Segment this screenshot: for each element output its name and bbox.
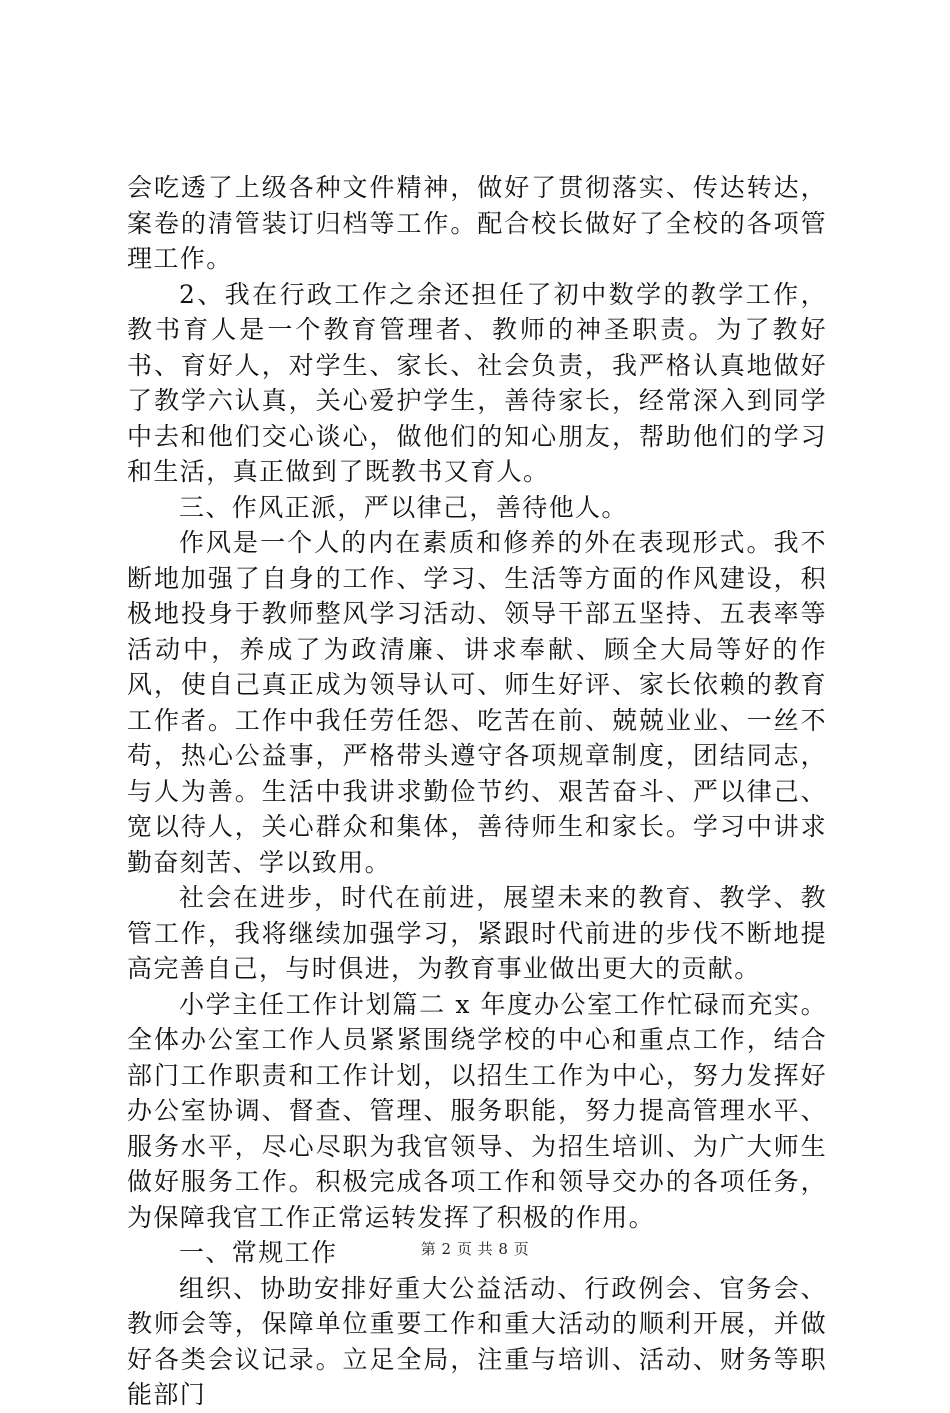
paragraph-teaching-work: 2、我在行政工作之余还担任了初中数学的教学工作，教书育人是一个教育管理者、教师的神圣职责。为了教好书、育好人，对学生、家长、社会负责，我严格认真地做好了教学六认真，关心爱护学生，善待家长，经常深入到同学中去和他们交心谈心，做他们的知心朋友，帮助他们的学习和生活，真正做到了既教书又育人。 (127, 279, 827, 486)
section-heading-routine-work: 一、常规工作 (179, 1238, 338, 1267)
paragraph-work-style: 作风是一个人的内在素质和修养的外在表现形式。我不断地加强了自身的工作、学习、生活等方面的作风建设，积极地投身于教师整风学习活动、领导干部五坚持、五表率等活动中，养成了为政清廉、讲求奉献、顾全大局等好的作风，使自己真正成为领导认可、师生好评、家长依赖的教育工作者。工作中我任劳任怨、吃苦在前、兢兢业业、一丝不苟，热心公益事，严格带头遵守各项规章制度，团结同志，与人为善。生活中我讲求勤俭节约、艰苦奋斗、严以律己、宽以待人，关心群众和集体，善待师生和家长。学习中讲求勤奋刻苦、学以致用。 (127, 528, 827, 877)
paragraph-outlook: 社会在进步，时代在前进，展望未来的教育、教学、教管工作，我将继续加强学习，紧跟时代前进的步伐不断地提高完善自己，与时俱进，为教育事业做出更大的贡献。 (127, 883, 827, 983)
document-body (127, 170, 827, 1413)
paragraph-continuation: 会吃透了上级各种文件精神，做好了贯彻落实、传达转达，案卷的清管装订归档等工作。配合校长做好了全校的各项管理工作。 (127, 173, 827, 273)
paragraph-plan-two-intro: 小学主任工作计划篇二 x 年度办公室工作忙碌而充实。全体办公室工作人员紧紧围绕学校的中心和重点工作，结合部门工作职责和工作计划，以招生工作为中心，努力发挥好办公室协调、督查、管理、服务职能，努力提高管理水平、服务水平，尽心尽职为我官领导、为招生培训、为广大师生做好服务工作。积极完成各项工作和领导交办的各项任务，为保障我官工作正常运转发挥了积极的作用。 (127, 989, 827, 1232)
section-heading-work-style: 三、作风正派，严以律己，善待他人。 (179, 492, 628, 522)
page-number-footer: 第 2 页 共 8 页 (420, 1240, 530, 1258)
paragraph-routine-work: 组织、协助安排好重大公益活动、行政例会、官务会、教师会等，保障单位重要工作和重大活动的顺利开展，并做好各类会议记录。立足全局，注重与培训、活动、财务等职能部门 (127, 1273, 827, 1409)
